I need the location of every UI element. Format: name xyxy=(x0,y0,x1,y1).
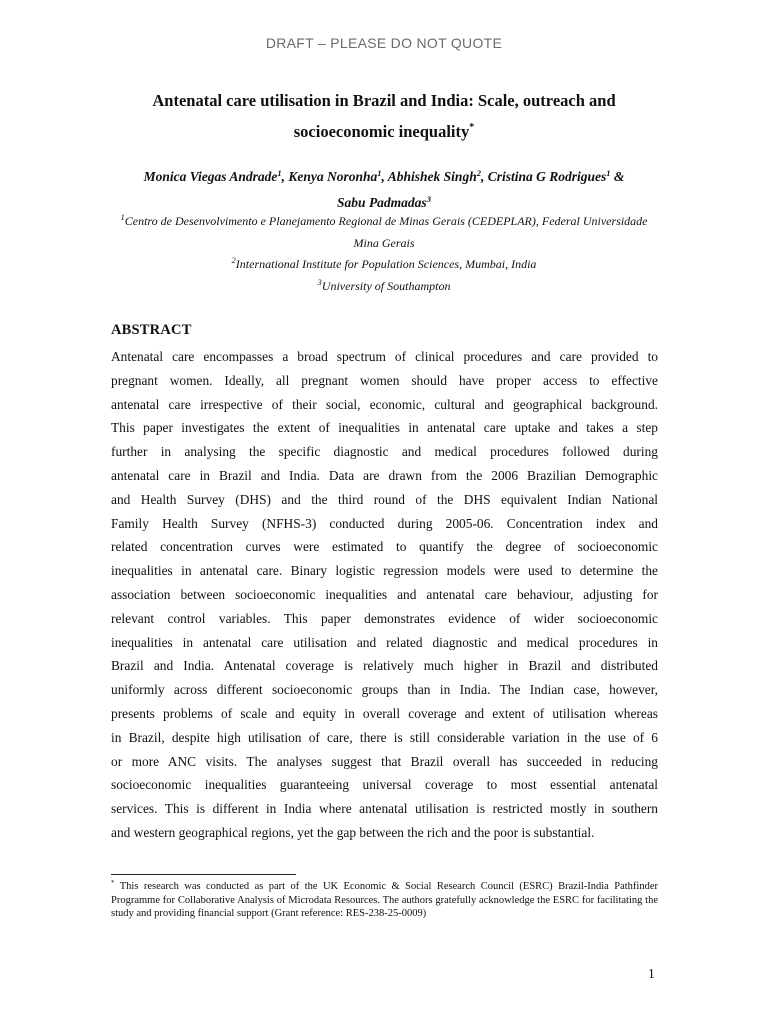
author-separator: , xyxy=(281,169,289,184)
abstract-line: socioeconomic inequalities guaranteeing universal coverage to most essential antenatal xyxy=(111,777,658,793)
draft-notice: DRAFT – PLEASE DO NOT QUOTE xyxy=(265,35,503,51)
affiliation-1 xyxy=(110,211,658,254)
author-affiliation-marker: 1 xyxy=(377,168,382,178)
author-name: Cristina G Rodrigues xyxy=(487,169,607,184)
author-separator: & xyxy=(610,169,625,184)
author-name: Monica Viegas Andrade xyxy=(143,169,278,184)
authors-line-1 xyxy=(110,164,658,190)
author-affiliation-marker: 3 xyxy=(426,194,431,204)
abstract-body xyxy=(111,345,658,845)
abstract-line: uniformly across different socioeconomic groups than in India. The Indian case, however, xyxy=(111,682,658,698)
author-name: Kenya Noronha xyxy=(288,169,378,184)
abstract-line: and western geographical regions, yet the gap between the rich and the poor is substantial. xyxy=(111,824,595,840)
abstract-line: presents problems of scale and equity in overall coverage and extent of utilisation whereas xyxy=(111,705,658,721)
author-list xyxy=(110,164,658,216)
affiliation-list xyxy=(110,211,658,297)
abstract-line: or more ANC visits. The analyses suggest that Brazil overall has succeeded in reducing xyxy=(111,753,658,769)
abstract-heading: ABSTRACT xyxy=(111,322,192,338)
affiliation-text: Centro de Desenvolvimento e Planejamento Regional de Minas Gerais (CEDEPLAR), Federal Universidade Mina Gerais xyxy=(124,214,648,250)
abstract-line: further in analysing the specific diagnostic and medical procedures followed during xyxy=(111,444,658,460)
author-separator: , xyxy=(480,169,488,184)
author-separator: , xyxy=(381,169,388,184)
abstract-line: pregnant women. Ideally, all pregnant women should have proper access to effective xyxy=(111,372,658,388)
abstract-line: antenatal care irrespective of their social, economic, cultural and geographical background. xyxy=(111,396,658,412)
abstract-line: This paper investigates the extent of inequalities in antenatal care uptake and takes a step xyxy=(111,420,658,436)
abstract-line: services. This is different in India where antenatal utilisation is restricted mostly in southern xyxy=(111,801,658,817)
footnote-text: This research was conducted as part of the UK Economic & Social Research Council (ESRC) Brazil-India Pathfinder Programme for Collaborative Analysis of Microdata Resources. The authors gratefully acknowledge the ESRC for facilitating the study and providing financial support (Grant reference: RES-238-25-0009) xyxy=(111,881,658,919)
author-affiliation-marker: 1 xyxy=(606,168,611,178)
footnote-marker: * xyxy=(111,879,115,887)
affiliation-3 xyxy=(110,276,658,298)
affiliation-2 xyxy=(110,254,658,276)
abstract-line: and Health Survey (DHS) and the third round of the DHS equivalent Indian National xyxy=(111,491,658,507)
page-number: 1 xyxy=(648,966,655,981)
paper-title xyxy=(110,85,658,147)
abstract-line: Brazil and India. Antenatal coverage is relatively much higher in Brazil and distributed xyxy=(111,658,658,674)
author-affiliation-marker: 2 xyxy=(476,168,481,178)
abstract-line: Antenatal care encompasses a broad spectrum of clinical procedures and care provided to xyxy=(111,349,658,364)
abstract-line: Family Health Survey (NFHS-3) conducted during 2005-06. Concentration index and xyxy=(111,515,658,531)
abstract-line: in Brazil, despite high utilisation of care, there is still considerable variation in the use of 6 xyxy=(111,729,658,745)
affiliation-marker: 2 xyxy=(231,255,236,265)
author-affiliation-marker: 1 xyxy=(277,168,282,178)
footnote xyxy=(111,880,658,921)
author-name: Sabu Padmadas xyxy=(337,195,427,210)
abstract-line: inequalities in antenatal care utilisation and related diagnostic and medical procedures in xyxy=(111,634,658,650)
title-line-1: Antenatal care utilisation in Brazil and India: Scale, outreach and xyxy=(152,91,616,110)
title-footnote-marker: * xyxy=(469,122,475,133)
abstract-line: related concentration curves were estimated to quantify the degree of socioeconomic xyxy=(111,539,658,555)
footnote-divider xyxy=(111,874,296,875)
affiliation-marker: 1 xyxy=(120,212,125,222)
abstract-line: inequalities in antenatal care. Binary logistic regression models were used to determine the xyxy=(111,563,658,579)
abstract-line: antenatal care in Brazil and India. Data are drawn from the 2006 Brazilian Demographic xyxy=(111,467,658,483)
affiliation-marker: 3 xyxy=(317,276,322,287)
affiliation-text: International Institute for Population Sciences, Mumbai, India xyxy=(235,257,537,271)
affiliation-text: University of Southampton xyxy=(321,278,451,293)
abstract-line: association between socioeconomic inequalities and antenatal care behaviour, adjusting for xyxy=(111,586,658,602)
abstract-line: relevant control variables. This paper demonstrates evidence of wider socioeconomic xyxy=(111,610,658,626)
title-line-2-text: socioeconomic inequality xyxy=(293,122,470,141)
title-line-2 xyxy=(110,116,658,147)
author-name: Abhishek Singh xyxy=(387,169,477,184)
